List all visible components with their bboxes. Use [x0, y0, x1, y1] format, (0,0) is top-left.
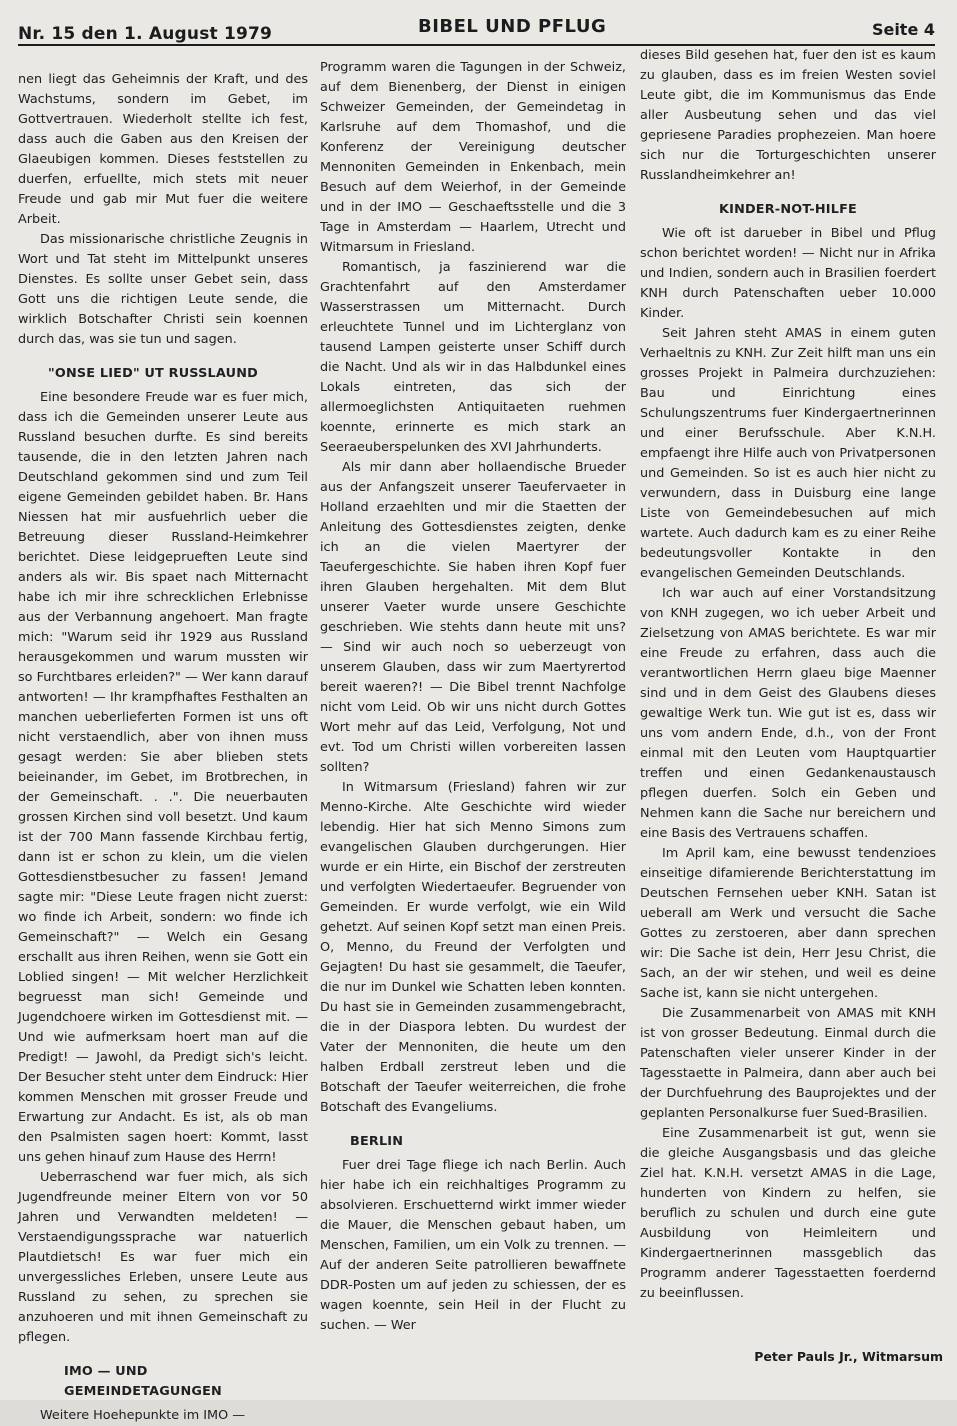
- section-heading-berlin: BERLIN: [350, 1134, 404, 1149]
- column-2: [320, 58, 626, 1336]
- author-signature: Peter Pauls Jr., Witmarsum: [754, 1349, 943, 1364]
- paragraph: Programm waren die Tagungen in der Schweiz, auf dem Bienenberg, der Dienst in einigen Schweizer Gemeinden, der Gemeindetag in Karlsruhe auf dem Thomashof, und die Konferenz der Vereinigung deutscher Mennoniten Gemeinden in Enkenbach, mein Besuch auf dem Weierhof, in der Gemeinde und in der IMO — Geschaeftsstelle und die 3 Tage in Amsterdam — Haarlem, Utrecht und Witmarsum in Friesland.: [320, 60, 626, 255]
- paragraph: dieses Bild gesehen hat, fuer den ist es kaum zu glauben, dass es im freien Westen soviel Leute gibt, die im Kommunismus das Ende aller Ausbeutung sehen und das viel gepriesene Paradies prophezeien. Man hoere sich nur die Torturgeschichten unserer Russlandheimkehrer an!: [640, 48, 936, 183]
- paragraph: Eine Zusammenarbeit ist gut, wenn sie die gleiche Ausgangsbasis und das gleiche Ziel hat. K.N.H. versetzt AMAS in die Lage, hunderten von Kindern zu helfen, sie beruflich zu schulen und durch eine gute Ausbildung von Heimleitern und Kindergaertnerinnen massgeblich das Programm anderer Tagesstaetten foerdernd zu beeinflussen.: [640, 1126, 936, 1301]
- page-number: Seite 4: [871, 20, 935, 39]
- page-header: [18, 14, 935, 46]
- masthead: BIBEL UND PFLUG: [418, 16, 607, 37]
- paragraph: Wie oft ist darueber in Bibel und Pflug schon berichtet worden! — Nicht nur in Afrika und Indien, sondern auch in Brasilien foerdert KNH durch Patenschaften ueber 10.000 Kinder.: [640, 226, 936, 321]
- paragraph: Das missionarische christliche Zeugnis in Wort und Tat steht im Mittelpunkt unseres Dienstes. Es sollte unser Gebet sein, dass Gott uns die richtigen Leute sende, die wirklich Botschafter Christi sein koennen durch das, was sie tun und sagen.: [18, 232, 308, 347]
- section-heading-imo: IMO — UND GEMEINDETAGUNGEN: [64, 1364, 222, 1399]
- paragraph: Ueberraschend war fuer mich, als sich Jugendfreunde meiner Eltern von vor 50 Jahren und Verwandten meldeten! — Verstaendigungssprache war natuerlich Plautdietsch! Es war fuer mich ein unvergessliches Erleben, unsere Leute aus Russland zu sehen, zu sprechen sie anzuhoeren und mit ihnen Gemeinschaft zu pflegen.: [18, 1170, 308, 1345]
- section-heading-russlaund: "ONSE LIED" UT RUSSLAUND: [48, 366, 258, 381]
- issue-date: Nr. 15 den 1. August 1979: [18, 24, 273, 44]
- paragraph: Romantisch, ja faszinierend war die Grachtenfahrt auf den Amsterdamer Wasserstrassen um Mitternacht. Durch erleuchtete Tunnel und im Lichterglanz von tausend Lampen geisterte unser Schiff durch die Nacht. Und als wir in das Halbdunkel eines Lokals eintreten, das sich der allermoeglichsten Antiquitaeten ruehmen koennte, erinnerte es mich stark an Seeraeuberspelunken des XVI Jahrhunderts.: [320, 260, 626, 455]
- column-1: [18, 70, 308, 1426]
- paragraph: Fuer drei Tage fliege ich nach Berlin. Auch hier habe ich ein reichhaltiges Programm zu absolvieren. Erschuetternd wirkt immer wieder die Mauer, die Menschen gebaut haben, um Menschen, Familien, um ein Volk zu trennen. — Auf der anderen Seite patrollieren bewaffnete DDR-Posten um auf jeden zu schiessen, der es wagen koennte, sein Heil in der Flucht zu suchen. — Wer: [320, 1158, 626, 1333]
- paragraph: Eine besondere Freude war es fuer mich, dass ich die Gemeinden unserer Leute aus Russland besuchen durfte. Es sind bereits tausende, die in den letzten Jahren nach Deutschland gekommen sind und zum Teil eigene Gemeinden gebildet haben. Br. Hans Niessen hat mir ausfuehrlich ueber die Betreuung dieser Russland-Heimkehrer berichtet. Diese leidgeprueften Leute sind anders als wir. Bis spaet nach Mitternacht habe ich mir ihre schrecklichen Erlebnisse aus der Verbannung angehoert. Man fragte mich: "Warum seid ihr 1929 aus Russland herausgekommen und warum mussten wir so Furchtbares erleiden?" — Wer kann darauf antworten! — Ihr krampfhaftes Festhalten an manchen ueberlieferten Formen ist uns oft nicht verstaendlich, aber von ihnen muss gesagt werden: Sie aber blieben stets beieinander, im Gebet, im Brotbrechen, in der Gemeinschaft. . .". Die neuerbauten grossen Kirchen sind voll besetzt. Und kaum ist der 700 Mann fassende Kirchbau fertig, dann ist er schon zu klein, um die vielen Gottesdienstbesucher zu fassen! Jemand sagte mir: "Diese Leute fragen nicht zuerst: wo finde ich Arbeit, sondern: wo finde ich Gemeinschaft?" — Welch ein Gesang erschallt aus ihren Reihen, wenn sie Gott ein Loblied singen! — Mit welcher Herzlichkeit begruesst man sich! Gemeinde und Jugendchoere wirken im Gottesdienst mit. — Und wie aufmerksam hoert man auf die Predigt! — Jawohl, da Predigt sich's leicht. Der Besucher steht unter dem Eindruck: Hier kommen Menschen mit grosser Freude und Erwartung zur Andacht. Es ist, als ob man den Psalmisten sagen hoert: Kommt, lasst uns gehen hinauf zum Hause des Herrn!: [18, 390, 308, 1165]
- paragraph: Ich war auch auf einer Vorstandsitzung von KNH zugegen, wo ich ueber Arbeit und Zielsetzung von AMAS berichtete. Es war mir eine Freude zu erfahren, dass auch die verantwortlichen Herrn glaeu bige Maenner sind und in dem Geist des Glaubens dieses gewaltige Werk tun. Wie gut ist es, dass wir uns vom andern Ende, d.h., von der Front einmal mit den Leuten vom Hauptquartier treffen und einen Gedankenaustausch pflegen duerfen. Solch ein Geben und Nehmen kann die Sache nur bereichern und eine Basis des Vertrauens schaffen.: [640, 586, 936, 841]
- paragraph: Als mir dann aber hollaendische Brueder aus der Anfangszeit unserer Taeufervaeter in Holland erzaehlten und mir die Staetten der Anleitung des Gottesdienstes zeigten, denke ich an die vielen Maertyrer der Taeufergeschichte. Sie haben ihren Kopf fuer ihren Glauben hergehalten. Mit dem Blut unserer Vaeter wurde unsere Geschichte geschrieben. Wie stehts dann heute mit uns? — Sind wir auch noch so ueberzeugt von unserem Glauben, dass wir zum Maertyrertod bereit waeren?! — Die Bibel trennt Nachfolge nicht vom Leid. Ob wir uns nicht durch Gottes Wort mehr auf das Leid, Verfolgung, Not und evt. Tod um Christi willen vorbereiten lassen sollten?: [320, 460, 626, 775]
- section-heading-kinder-not-hilfe: KINDER-NOT-HILFE: [719, 202, 857, 217]
- paragraph: Die Zusammenarbeit von AMAS mit KNH ist von grosser Bedeutung. Einmal durch die Patenschaften vieler unserer Kinder in der Tagesstaette in Palmeira, dann aber auch bei der Durchfuehrung des Bauprojektes und der geplanten Personalkurse fuer Sued-Brasilien.: [640, 1006, 936, 1121]
- paragraph: In Witmarsum (Friesland) fahren wir zur Menno-Kirche. Alte Geschichte wird wieder lebendig. Hier hat sich Menno Simons zum evangelischen Glauben durchgerungen. Hier wurde er ein Hirte, ein Bischof der zerstreuten und verfolgten Wiedertaeufer. Begruender von Gemeinden. Er wurde verfolgt, wie ein Wild gehetzt. Auf seinen Kopf setzt man einen Preis. O, Menno, du Freund der Verfolgten und Gejagten! Du hast sie gesammelt, die Taeufer, die nur im Dunkel wie Schatten leben konnten. Du hast sie in Gemeinden zusammengebracht, die in der Diaspora lebten. Du wurdest der Vater der Mennoniten, die heute um den halben Erdball zerstreut leben und die Botschaft der Taeufer weiterreichen, die frohe Botschaft des Evangeliums.: [320, 780, 626, 1115]
- paragraph: nen liegt das Geheimnis der Kraft, und des Wachstums, sondern im Gebet, im Gottvertrauen. Wiederholt stellte ich fest, dass auch die Gaben aus den Kreisen der Glaeubigen kommen. Dieses feststellen zu duerfen, erfuellte, mich stets mit neuer Freude und gab mir Mut fuer die weitere Arbeit.: [18, 72, 308, 227]
- column-3: [640, 46, 936, 1304]
- paragraph: Im April kam, eine bewusst tendenzioes einseitige difamierende Berichterstattung im Deutschen Fernsehen ueber KNH. Satan ist ueberall am Werk und versucht die Sache Gottes zu zerstoeren, aber dann sprechen wir: Die Sache ist dein, Herr Jesu Christ, die Sach, an der wir stehen, und weil es deine Sache ist, kann sie nicht untergehen.: [640, 846, 936, 1001]
- article-columns: [18, 48, 936, 1423]
- paragraph: Weitere Hoehepunkte im IMO —: [40, 1408, 246, 1423]
- paragraph: Seit Jahren steht AMAS in einem guten Verhaeltnis zu KNH. Zur Zeit hilft man uns ein grosses Projekt in Palmeira durchzuziehen: Bau und Einrichtung eines Schulungszentrums fuer Kindergaertnerinnen und einer Berufsschule. Aber K.N.H. empfaengt ihre Hilfe auch von Privatpersonen und Gemeinden. So ist es auch hier nicht zu verwundern, dass in Duisburg eine lange Liste von Gemeindebesuchen auf mich wartete. Auch dadurch kam es zu einer Reihe bedeutungsvoller Kontakte in den evangelischen Gemeinden Deutschlands.: [640, 326, 936, 581]
